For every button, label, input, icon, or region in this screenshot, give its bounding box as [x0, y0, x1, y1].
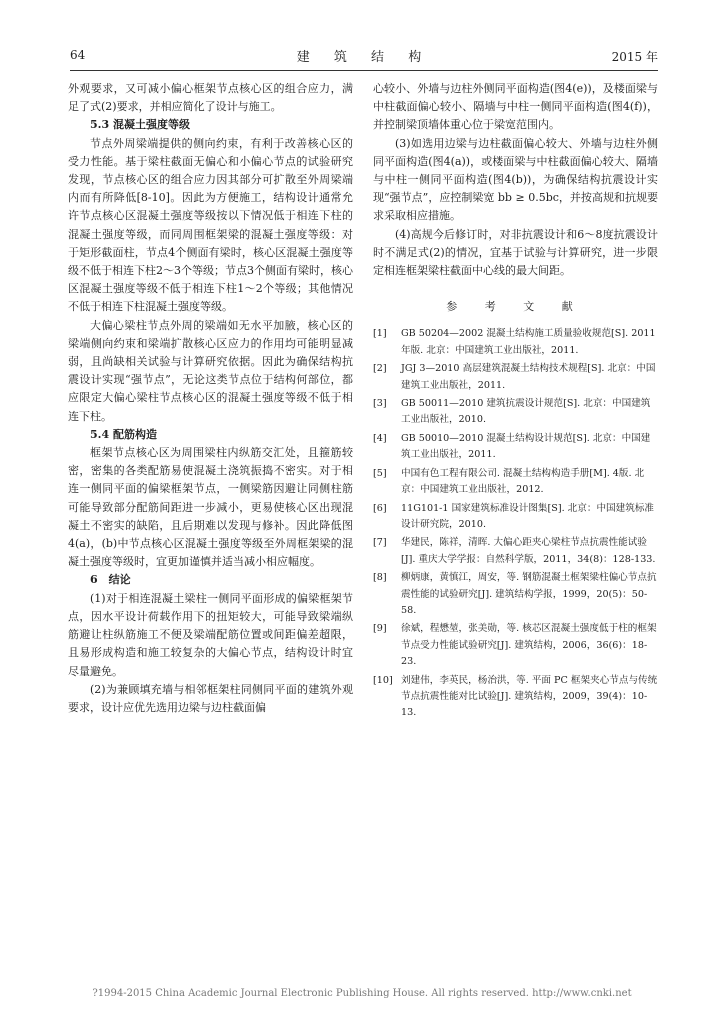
paragraph: 外观要求，又可减小偏心框架节点核心区的组合应力，满足了式(2)要求，并相应简化了设计与施工。 [68, 82, 353, 114]
paragraph: 心较小、外墙与边柱外侧同平面构造(图4(e))，及楼面梁与中柱截面偏心较小、隔墙与中柱一侧同平面构造(图4(f))，并控制梁顶墙体重心位于梁宽范围内。 [373, 82, 658, 132]
reference-text: 11G101-1 国家建筑标准设计图集[S]. 北京：中国建筑标准设计研究院，2010. [401, 502, 655, 530]
page-header [70, 46, 658, 66]
paragraph: 节点外周梁端提供的侧向约束，有利于改善核心区的受力性能。基于梁柱截面无偏心和小偏心节点的试验研究发现，节点核心区的组合应力因其部分可扩散至外周梁端内而有所降低[8-10]。因此为方便施工，结构设计通常允许节点核心区混凝土强度等级按以下情况低于相连下柱的混凝土强度等级，而同周围框架梁的混凝土强度等级：对于矩形截面柱，节点4个侧面有梁时，核心区混凝土强度等级不低于相连下柱2～3个等级；节点3个侧面有梁时，核心区混凝土强度等级不低于相连下柱1～2个等级；其他情况不低于相连下柱混凝土强度等级。 [68, 136, 353, 314]
right-column [373, 80, 658, 724]
reference-number: [10] [373, 674, 393, 686]
reference-number: [5] [373, 467, 387, 479]
section-heading: 5.4 配筋构造 [90, 427, 157, 441]
reference-number: [8] [373, 572, 387, 584]
page-number: 64 [70, 48, 86, 62]
reference-number: [9] [373, 623, 387, 635]
paragraph: 大偏心梁柱节点外周的梁端如无水平加腋，核心区的梁端侧向约束和梁端扩散核心区应力的作用均可能明显减弱，且尚缺相关试验与计算研究依据。因此为确保结构抗震设计实现“强节点”，无论这类节点位于结构何部位，都应限定大偏心梁柱节点核心区的混凝土强度等级不低于相连下柱。 [68, 318, 353, 423]
paragraph: (4)高规今后修订时，对非抗震设计和6～8度抗震设计时不满足式(2)的情况，宜基于试验与计算研究，进一步限定相连框架梁柱截面中心线的最大间距。 [373, 227, 658, 278]
reference-item [373, 431, 658, 464]
reference-list [373, 326, 658, 721]
reference-number: [7] [373, 537, 387, 549]
reference-text: JGJ 3—2010 高层建筑混凝土结构技术规程[S]. 北京：中国建筑工业出版社，2011. [401, 363, 656, 391]
reference-item [373, 673, 658, 722]
reference-item [373, 361, 658, 394]
section-heading: 5.3 混凝土强度等级 [90, 118, 190, 132]
reference-item [373, 501, 658, 534]
reference-item [373, 570, 658, 619]
left-column [68, 80, 353, 717]
paragraph: 框架节点核心区为周围梁柱内纵筋交汇处，且箍筋较密，密集的各类配筋易使混凝土浇筑振捣不密实。对于相连一侧同平面的偏梁框架节点，一侧梁筋因避让同侧柱筋可能导致部分配筋间距进一步减小，更易使核心区出现混凝土不密实的缺陷，且后期难以发现与修补。因此降低图4(a)，(b)中节点核心区混凝土强度等级至外周框架梁的混凝土强度等级时，宜更加谨慎并适当减小相应幅度。 [68, 446, 353, 569]
section-heading: 6 结论 [90, 573, 131, 587]
paragraph: (2)为兼顾填充墙与相邻框架柱同侧同平面的建筑外观要求，设计应优先选用边梁与边柱截面偏 [68, 682, 353, 714]
references-title: 参 考 文 献 [446, 300, 585, 314]
reference-text: 徐斌，程懋堃，张美勋，等. 核芯区混凝土强度低于柱的框架节点受力性能试验研究[J]. 建筑结构，2006，36(6)：18-23. [401, 623, 657, 668]
reference-item [373, 535, 658, 568]
reference-text: 刘建伟，李英民，杨治洪，等. 平面 PC 框架夹心节点与传统节点抗震性能对比试验[J]. 建筑结构，2009，39(4)：10-13. [401, 674, 658, 719]
reference-number: [4] [373, 432, 387, 444]
reference-item [373, 326, 658, 359]
reference-item [373, 466, 658, 499]
reference-number: [3] [373, 398, 387, 410]
journal-title: 建 筑 结 构 [296, 50, 432, 65]
reference-text: GB 50011—2010 建筑抗震设计规范[S]. 北京：中国建筑工业出版社，2010. [401, 398, 651, 426]
reference-text: GB 50204—2002 混凝土结构施工质量验收规范[S]. 2011 年版. 北京：中国建筑工业出版社，2011. [401, 328, 656, 356]
reference-text: 华建民，陈祥，清晖. 大偏心距夹心梁柱节点抗震性能试验[J]. 重庆大学学报：自然科学版，2011，34(8)：128-133. [401, 537, 656, 565]
paragraph: (3)如选用边梁与边柱截面偏心较大、外墙与边柱外侧同平面构造(图4(a))，或楼面梁与中柱截面偏心较大、隔墙与中柱一侧同平面构造(图4(b))，为确保结构抗震设计实现“强节点”，应控制梁宽 bb ≥ 0.5bc，并按高规和抗规要求采取相应措施。 [373, 136, 658, 223]
reference-text: 中国有色工程有限公司. 混凝土结构构造手册[M]. 4版. 北京：中国建筑工业出版社，2012. [401, 467, 645, 496]
reference-text: 柳炳康，黄慎江，周安，等. 钢筋混凝土框架梁柱偏心节点抗震性能的试验研究[J]. 建筑结构学报，1999，20(5)：50-58. [401, 572, 657, 616]
reference-number: [1] [373, 328, 387, 340]
reference-item [373, 621, 658, 670]
paragraph: (1)对于相连混凝土梁柱一侧同平面形成的偏梁框架节点，因水平设计荷载作用下的扭矩较大，可能导致梁端纵筋避让柱纵筋施工不便及梁端配筋位置或间距偏差超限，且易形成构造和施工较复杂的大偏心节点，结构设计时宜尽量避免。 [68, 591, 353, 678]
reference-item [373, 396, 658, 429]
issue-year: 2015 年 [611, 50, 658, 64]
reference-number: [6] [373, 502, 387, 514]
reference-text: GB 50010—2010 混凝土结构设计规范[S]. 北京：中国建筑工业出版社，2011. [401, 432, 651, 461]
header-rule [70, 70, 658, 71]
copyright-footer: ?1994-2015 China Academic Journal Electronic Publishing House. All rights reserved. http://www.cnki.net [92, 988, 632, 999]
reference-number: [2] [373, 363, 387, 375]
